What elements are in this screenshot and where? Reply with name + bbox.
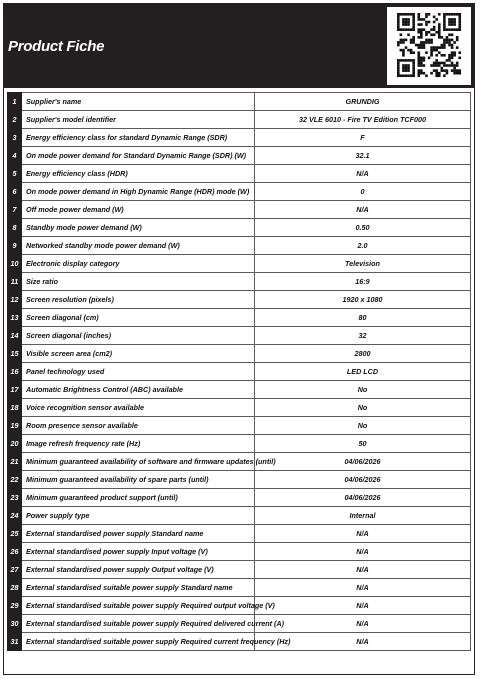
row-value: N/A [255, 597, 471, 615]
row-value: 32 VLE 6010 - Fire TV Edition TCF000 [255, 111, 471, 129]
row-value: F [255, 129, 471, 147]
row-label: On mode power demand in High Dynamic Range (HDR) mode (W) [22, 183, 255, 201]
table-row [8, 561, 471, 579]
row-number: 25 [8, 525, 22, 543]
row-number: 26 [8, 543, 22, 561]
row-value: N/A [255, 633, 471, 651]
table-row [8, 111, 471, 129]
row-value: 16:9 [255, 273, 471, 291]
row-value: GRUNDIG [255, 93, 471, 111]
row-number: 5 [8, 165, 22, 183]
row-number: 9 [8, 237, 22, 255]
row-number: 23 [8, 489, 22, 507]
row-label: Off mode power demand (W) [22, 201, 255, 219]
row-number: 16 [8, 363, 22, 381]
row-label: Minimum guaranteed availability of spare parts (until) [22, 471, 255, 489]
row-label: Image refresh frequency rate (Hz) [22, 435, 255, 453]
table-row [8, 291, 471, 309]
table-row [8, 237, 471, 255]
table-row [8, 489, 471, 507]
row-label: Visible screen area (cm2) [22, 345, 255, 363]
row-value: N/A [255, 579, 471, 597]
row-label: On mode power demand for Standard Dynamic Range (SDR) (W) [22, 147, 255, 165]
row-number: 6 [8, 183, 22, 201]
row-label: Voice recognition sensor available [22, 399, 255, 417]
row-number: 27 [8, 561, 22, 579]
row-label: Panel technology used [22, 363, 255, 381]
row-label: External standardised suitable power supply Required current frequency (Hz) [22, 633, 255, 651]
row-label: Screen diagonal (cm) [22, 309, 255, 327]
row-label: Screen diagonal (inches) [22, 327, 255, 345]
row-label: Energy efficiency class for standard Dynamic Range (SDR) [22, 129, 255, 147]
table-row [8, 417, 471, 435]
row-number: 3 [8, 129, 22, 147]
table-row [8, 363, 471, 381]
row-value: 2.0 [255, 237, 471, 255]
row-number: 10 [8, 255, 22, 273]
table-row [8, 579, 471, 597]
qr-code-icon [387, 7, 471, 85]
row-label: Minimum guaranteed product support (until) [22, 489, 255, 507]
table-row [8, 615, 471, 633]
row-value: No [255, 381, 471, 399]
table-row [8, 345, 471, 363]
row-number: 2 [8, 111, 22, 129]
row-number: 7 [8, 201, 22, 219]
table-row [8, 165, 471, 183]
row-number: 28 [8, 579, 22, 597]
row-number: 12 [8, 291, 22, 309]
table-row [8, 327, 471, 345]
table-row [8, 543, 471, 561]
row-label: Minimum guaranteed availability of software and firmware updates (until) [22, 453, 255, 471]
table-row [8, 273, 471, 291]
table-row [8, 129, 471, 147]
row-value: 04/06/2026 [255, 489, 471, 507]
row-number: 1 [8, 93, 22, 111]
row-value: 04/06/2026 [255, 453, 471, 471]
fiche-table [7, 92, 471, 651]
row-number: 18 [8, 399, 22, 417]
page-title: Product Fiche [8, 38, 105, 55]
row-value: Television [255, 255, 471, 273]
product-fiche-page [3, 3, 475, 675]
row-number: 30 [8, 615, 22, 633]
table-row [8, 93, 471, 111]
table-row [8, 471, 471, 489]
row-value: 50 [255, 435, 471, 453]
row-label: Automatic Brightness Control (ABC) available [22, 381, 255, 399]
table-row [8, 525, 471, 543]
row-label: Energy efficiency class (HDR) [22, 165, 255, 183]
row-value: N/A [255, 165, 471, 183]
table-row [8, 453, 471, 471]
row-label: Power supply type [22, 507, 255, 525]
table-row [8, 309, 471, 327]
row-value: N/A [255, 543, 471, 561]
row-number: 4 [8, 147, 22, 165]
row-number: 11 [8, 273, 22, 291]
row-value: Internal [255, 507, 471, 525]
row-label: External standardised power supply Input voltage (V) [22, 543, 255, 561]
row-label: External standardised power supply Standard name [22, 525, 255, 543]
row-number: 29 [8, 597, 22, 615]
row-value: N/A [255, 561, 471, 579]
row-label: Room presence sensor available [22, 417, 255, 435]
table-row [8, 507, 471, 525]
row-label: Screen resolution (pixels) [22, 291, 255, 309]
row-value: No [255, 417, 471, 435]
row-value: 80 [255, 309, 471, 327]
row-number: 24 [8, 507, 22, 525]
row-value: N/A [255, 201, 471, 219]
table-row [8, 435, 471, 453]
row-label: Networked standby mode power demand (W) [22, 237, 255, 255]
row-number: 20 [8, 435, 22, 453]
table-row [8, 147, 471, 165]
row-label: Electronic display category [22, 255, 255, 273]
table-row [8, 399, 471, 417]
row-label: External standardised suitable power supply Standard name [22, 579, 255, 597]
row-value: N/A [255, 615, 471, 633]
row-value: 0 [255, 183, 471, 201]
row-value: LED LCD [255, 363, 471, 381]
row-value: 32 [255, 327, 471, 345]
row-label: Size ratio [22, 273, 255, 291]
row-value: No [255, 399, 471, 417]
table-row [8, 255, 471, 273]
row-label: External standardised power supply Output voltage (V) [22, 561, 255, 579]
row-label: Supplier's model identifier [22, 111, 255, 129]
row-value: 0.50 [255, 219, 471, 237]
row-number: 15 [8, 345, 22, 363]
row-value: 1920 x 1080 [255, 291, 471, 309]
table-row [8, 219, 471, 237]
row-number: 22 [8, 471, 22, 489]
table-row [8, 201, 471, 219]
table-row [8, 633, 471, 651]
row-label: Supplier's name [22, 93, 255, 111]
row-label: External standardised suitable power supply Required delivered current (A) [22, 615, 255, 633]
row-number: 8 [8, 219, 22, 237]
row-value: 04/06/2026 [255, 471, 471, 489]
row-number: 21 [8, 453, 22, 471]
table-row [8, 381, 471, 399]
header-bar [4, 4, 474, 88]
row-value: 32.1 [255, 147, 471, 165]
row-value: 2800 [255, 345, 471, 363]
row-number: 13 [8, 309, 22, 327]
row-value: N/A [255, 525, 471, 543]
row-number: 14 [8, 327, 22, 345]
row-number: 31 [8, 633, 22, 651]
qr-code-graphic [397, 13, 461, 77]
row-label: External standardised suitable power supply Required output voltage (V) [22, 597, 255, 615]
table-row [8, 183, 471, 201]
row-number: 19 [8, 417, 22, 435]
row-label: Standby mode power demand (W) [22, 219, 255, 237]
table-row [8, 597, 471, 615]
row-number: 17 [8, 381, 22, 399]
